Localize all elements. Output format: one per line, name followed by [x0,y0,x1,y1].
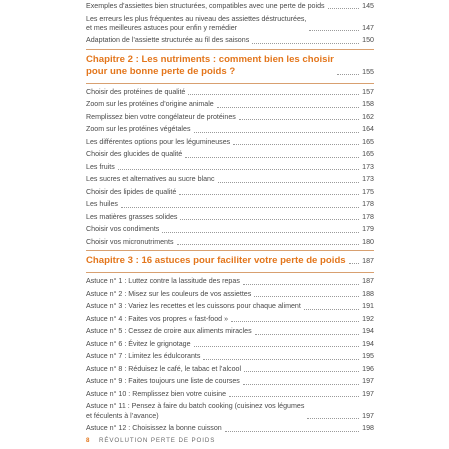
leader-dots [229,396,359,397]
toc-entry-title: Zoom sur les protéines végétales [86,125,191,134]
toc-entry[interactable] [86,2,374,11]
toc-entry-page: 187 [362,277,374,286]
leader-dots [233,144,359,145]
toc-entry-page: 147 [362,23,374,32]
toc-entry-title: Astuce n° 3 : Variez les recettes et les cuissons pour chaque aliment [86,302,301,311]
toc-entry-page: 198 [362,424,374,433]
toc-entry-title: Astuce n° 6 : Évitez le grignotage [86,339,191,348]
chapter-3-heading[interactable] [86,255,374,267]
toc-entry-page: 197 [362,377,374,386]
toc-entry-title: Exemples d’assiettes bien structurées, compatibles avec une perte de poids [86,2,325,10]
leader-dots [177,244,360,245]
toc-entry-title: Astuce n° 5 : Cessez de croire aux aliments miracles [86,327,252,336]
leader-dots [239,119,359,120]
chapter-3-title: Chapitre 3 : 16 astuces pour faciliter votre perte de poids [86,255,346,267]
chapter-2-title: Chapitre 2 : Les nutriments : comment bien les choisir pour une bonne perte de poids ? [86,53,334,77]
toc-entry-title: Choisir vos micronutriments [86,237,174,246]
toc-entry-page: 178 [362,212,374,221]
leader-dots [118,169,359,170]
toc-entry-page: 173 [362,162,374,171]
leader-dots [337,74,359,75]
leader-dots [180,219,359,220]
toc-entry-page: 196 [362,364,374,373]
toc-entry[interactable] [86,327,374,336]
toc-entry[interactable] [86,175,374,184]
leader-dots [328,8,360,9]
leader-dots [194,346,360,347]
toc-entry[interactable] [86,390,374,399]
leader-dots [217,107,359,108]
toc-entry-title: Astuce n° 1 : Luttez contre la lassitude des repas [86,277,240,286]
toc-entry-title: Choisir des glucides de qualité [86,150,183,159]
toc-entry-title: Astuce n° 10 : Remplissez bien votre cuisine [86,389,227,398]
chapter-3-page: 187 [362,257,374,266]
leader-dots [188,94,359,95]
toc-entry-title: Choisir des protéines de qualité [86,87,186,96]
toc-entry-title: Astuce n° 12 : Choisissez la bonne cuisson [86,424,222,433]
leader-dots [304,309,359,310]
chapter-2-heading[interactable] [86,54,374,78]
toc-entry[interactable] [86,277,374,286]
leader-dots [225,431,359,432]
toc-entry-title: Les erreurs les plus fréquentes au niveau des assiettes déstructurées, et mes meilleures astuces pour enfin y remédier [86,14,307,32]
page-number: 8 [86,437,91,444]
toc-entry[interactable] [86,340,374,349]
leader-dots [254,296,359,297]
toc-entry[interactable] [86,138,374,147]
leader-dots [243,384,359,385]
divider [86,49,374,50]
leader-dots [244,371,359,372]
toc-entry-title: Astuce n° 7 : Limitez les édulcorants [86,352,201,361]
leader-dots [162,232,359,233]
leader-dots [185,157,359,158]
toc-entry-title: Choisir vos condiments [86,225,160,234]
divider [86,250,374,251]
toc-entry[interactable] [86,100,374,109]
toc-entry-page: 164 [362,125,374,134]
toc-entry[interactable] [86,352,374,361]
toc-entry[interactable] [86,15,374,34]
leader-dots [255,334,359,335]
toc-entry-page: 165 [362,137,374,146]
toc-section-1 [86,0,374,46]
toc-entry-page: 165 [362,150,374,159]
toc-entry[interactable] [86,163,374,172]
toc-entry-page: 197 [362,411,374,420]
toc-entry-title: Choisir des lipides de qualité [86,187,177,196]
toc-entry-title: Zoom sur les protéines d’origine animale [86,100,214,109]
book-title: RÉVOLUTION PERTE DE POIDS [98,437,216,444]
leader-dots [231,321,359,322]
toc-entry-title: Les huiles [86,200,118,209]
leader-dots [218,182,360,183]
toc-section-2 [86,88,374,247]
toc-entry-page: 194 [362,327,374,336]
toc-entry[interactable] [86,402,374,421]
toc-entry-title: Remplissez bien votre congélateur de protéines [86,112,236,121]
toc-entry-page: 157 [362,87,374,96]
toc-entry-title: Les différentes options pour les légumineuses [86,137,231,146]
toc-entry-title: Adaptation de l’assiette structurée au fil des saisons [86,36,250,45]
toc-entry-page: 179 [362,225,374,234]
toc-entry-title: Astuce n° 9 : Faites toujours une liste de courses [86,377,240,386]
toc-entry[interactable] [86,424,374,433]
toc-entry-title: Les sucres et alternatives au sucre blanc [86,175,215,184]
toc-entry-page: 188 [362,289,374,298]
leader-dots [349,263,360,264]
toc-entry-page: 180 [362,237,374,246]
toc-entry[interactable] [86,225,374,234]
page-footer [86,437,215,444]
toc-entry-page: 158 [362,100,374,109]
toc-entry-page: 162 [362,112,374,121]
toc-section-3 [86,277,374,433]
chapter-2-page: 155 [362,67,374,76]
toc-entry-page: 175 [362,187,374,196]
toc-entry[interactable] [86,213,374,222]
toc-entry[interactable] [86,125,374,134]
toc-entry[interactable] [86,302,374,311]
toc-page [86,0,374,437]
toc-entry[interactable] [86,150,374,159]
toc-entry[interactable] [86,200,374,209]
leader-dots [121,207,359,208]
toc-entry[interactable] [86,88,374,97]
toc-entry-page: 150 [362,36,374,45]
toc-entry-page: 191 [362,302,374,311]
toc-entry-page: 197 [362,389,374,398]
toc-entry-page: 195 [362,352,374,361]
toc-entry-title: Les matières grasses solides [86,212,178,221]
divider [86,83,374,84]
leader-dots [309,30,359,31]
toc-entry-page: 178 [362,200,374,209]
toc-entry[interactable] [86,188,374,197]
toc-entry[interactable] [86,315,374,324]
divider [86,272,374,273]
leader-dots [252,43,359,44]
toc-entry-page: 194 [362,339,374,348]
leader-dots [307,418,359,419]
leader-dots [194,132,360,133]
toc-entry[interactable] [86,113,374,122]
toc-entry-title: Astuce n° 2 : Misez sur les couleurs de vos assiettes [86,289,252,298]
toc-entry[interactable] [86,377,374,386]
toc-entry-page: 173 [362,175,374,184]
toc-entry-title: Les fruits [86,162,115,171]
leader-dots [243,284,359,285]
toc-entry-page: 145 [362,2,374,10]
toc-entry[interactable] [86,36,374,45]
toc-entry-title: Astuce n° 4 : Faites vos propres « fast-food » [86,314,229,323]
toc-entry[interactable] [86,238,374,247]
toc-entry-title: Astuce n° 11 : Pensez à faire du batch cooking (cuisinez vos légumes et féculents à l’avance) [86,402,305,420]
toc-entry[interactable] [86,290,374,299]
leader-dots [179,194,359,195]
leader-dots [203,359,359,360]
toc-entry[interactable] [86,365,374,374]
toc-entry-page: 192 [362,314,374,323]
toc-entry-title: Astuce n° 8 : Réduisez le café, le tabac et l’alcool [86,364,242,373]
